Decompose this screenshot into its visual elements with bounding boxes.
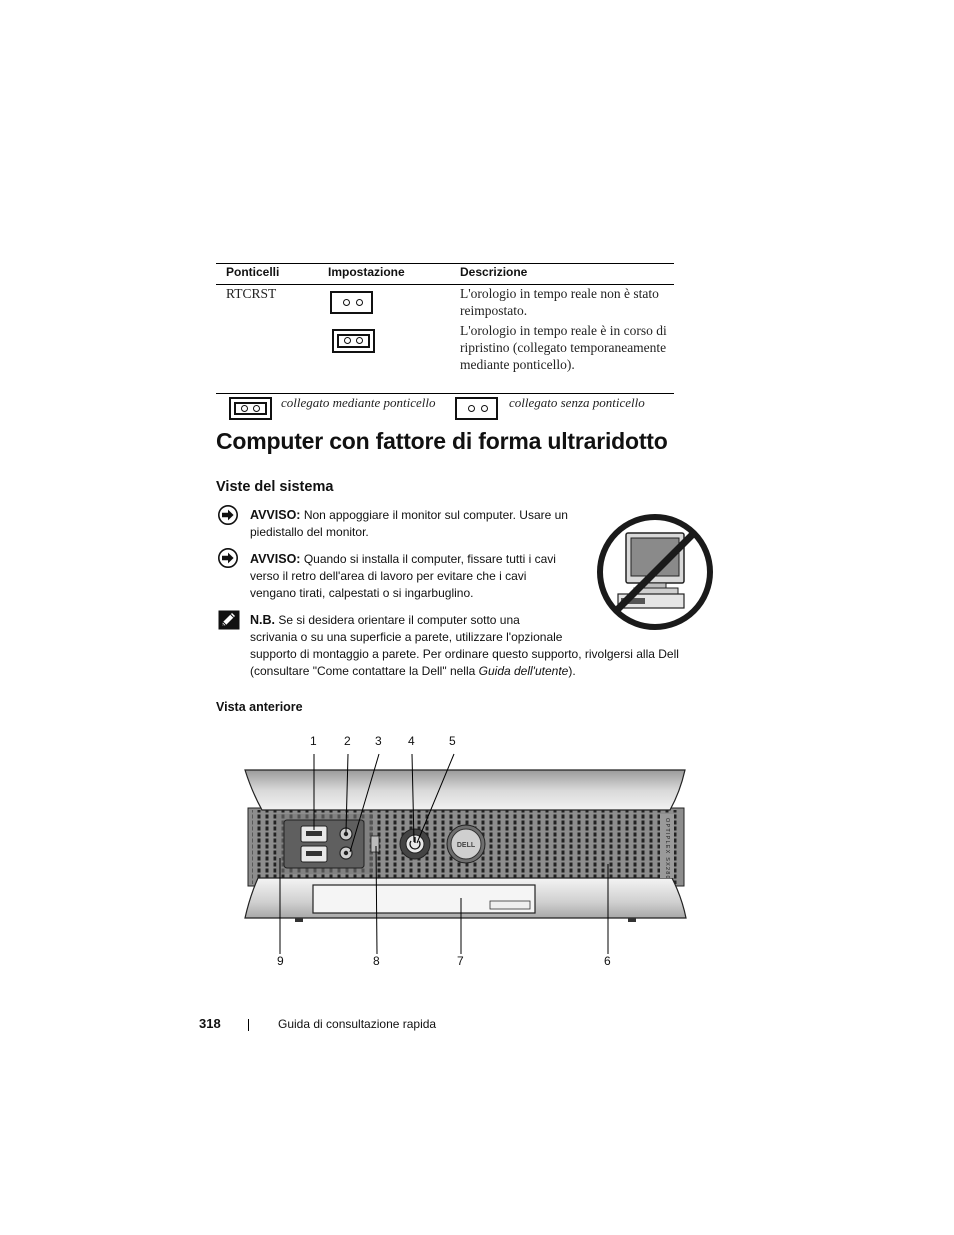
table-bottom-rule — [216, 393, 674, 394]
callout-2: 2 — [344, 734, 351, 748]
footer-divider — [248, 1019, 249, 1031]
table-top-rule — [216, 263, 674, 264]
dell-logo-text: DELL — [456, 842, 476, 849]
note-nb-italic: Guida dell'utente — [478, 664, 569, 678]
no-monitor-on-computer-icon — [596, 513, 714, 631]
model-label-text: OPTIPLEX SX280 — [664, 818, 670, 880]
notice-2-line-1: Quando si installa il computer, fissare tutti i cavi — [303, 552, 556, 566]
header-ponticelli: Ponticelli — [226, 265, 280, 279]
header-descrizione: Descrizione — [460, 265, 528, 279]
page-number: 318 — [199, 1016, 221, 1031]
description-closed: L'orologio in tempo reale è in corso di ripristino (collegato temporaneamente mediante ponticello). — [460, 323, 667, 372]
callout-1: 1 — [310, 734, 317, 748]
header-impostazione: Impostazione — [328, 265, 405, 279]
section-subtitle: Viste del sistema — [216, 479, 334, 495]
legend-open-label: collegato senza ponticello — [509, 395, 645, 410]
jumper-open-icon — [330, 291, 373, 314]
notice-1 — [250, 507, 595, 541]
notice-1-line-1: Non appoggiare il monitor sul computer. Usare un — [303, 508, 568, 522]
callout-4: 4 — [408, 734, 415, 748]
note-nb-line-4: (consultare "Come contattare la Dell" nella — [250, 664, 479, 678]
legend-closed-icon — [229, 397, 272, 420]
notice-1-label: AVVISO: — [250, 508, 301, 522]
note-nb-line-3: supporto di montaggio a parete. Per ordinare questo supporto, rivolgersi alla Dell — [250, 647, 679, 661]
notice-2-line-2: verso il retro dell'area di lavoro per evitare che i cavi — [250, 569, 527, 583]
callout-8: 8 — [373, 954, 380, 968]
legend-open-icon — [455, 397, 498, 420]
callout-5: 5 — [449, 734, 456, 748]
section-title: Computer con fattore di forma ultraridotto — [216, 428, 668, 454]
note-nb-tail: ). — [568, 664, 576, 678]
notice-arrow-icon — [218, 505, 238, 525]
footer-title: Guida di consultazione rapida — [278, 1017, 437, 1031]
note-nb-label: N.B. — [250, 613, 275, 627]
legend-closed-label: collegato mediante ponticello — [281, 395, 436, 410]
jumper-closed-icon — [332, 329, 375, 353]
note-nb-line-2: scrivania o su una superficie a parete, utilizzare l'opzionale — [250, 630, 563, 644]
jumper-name: RTCRST — [226, 286, 277, 301]
notice-2-line-3: vengano tirati, calpestati o si ingarbuglino. — [250, 586, 474, 600]
callout-7: 7 — [457, 954, 464, 968]
description-open: L'orologio in tempo reale non è stato reimpostato. — [460, 286, 659, 318]
callout-3: 3 — [375, 734, 382, 748]
notice-2-label: AVVISO: — [250, 552, 301, 566]
note-pencil-icon — [218, 610, 240, 630]
note-nb-line-1: Se si desidera orientare il computer sotto una — [278, 613, 520, 627]
notice-1-line-2: piedistallo del monitor. — [250, 525, 369, 539]
callout-9: 9 — [277, 954, 284, 968]
computer-front-view-diagram — [240, 748, 692, 958]
notice-arrow-icon — [218, 548, 238, 568]
callout-6: 6 — [604, 954, 611, 968]
front-view-title: Vista anteriore — [216, 700, 303, 714]
notice-2 — [250, 551, 595, 602]
